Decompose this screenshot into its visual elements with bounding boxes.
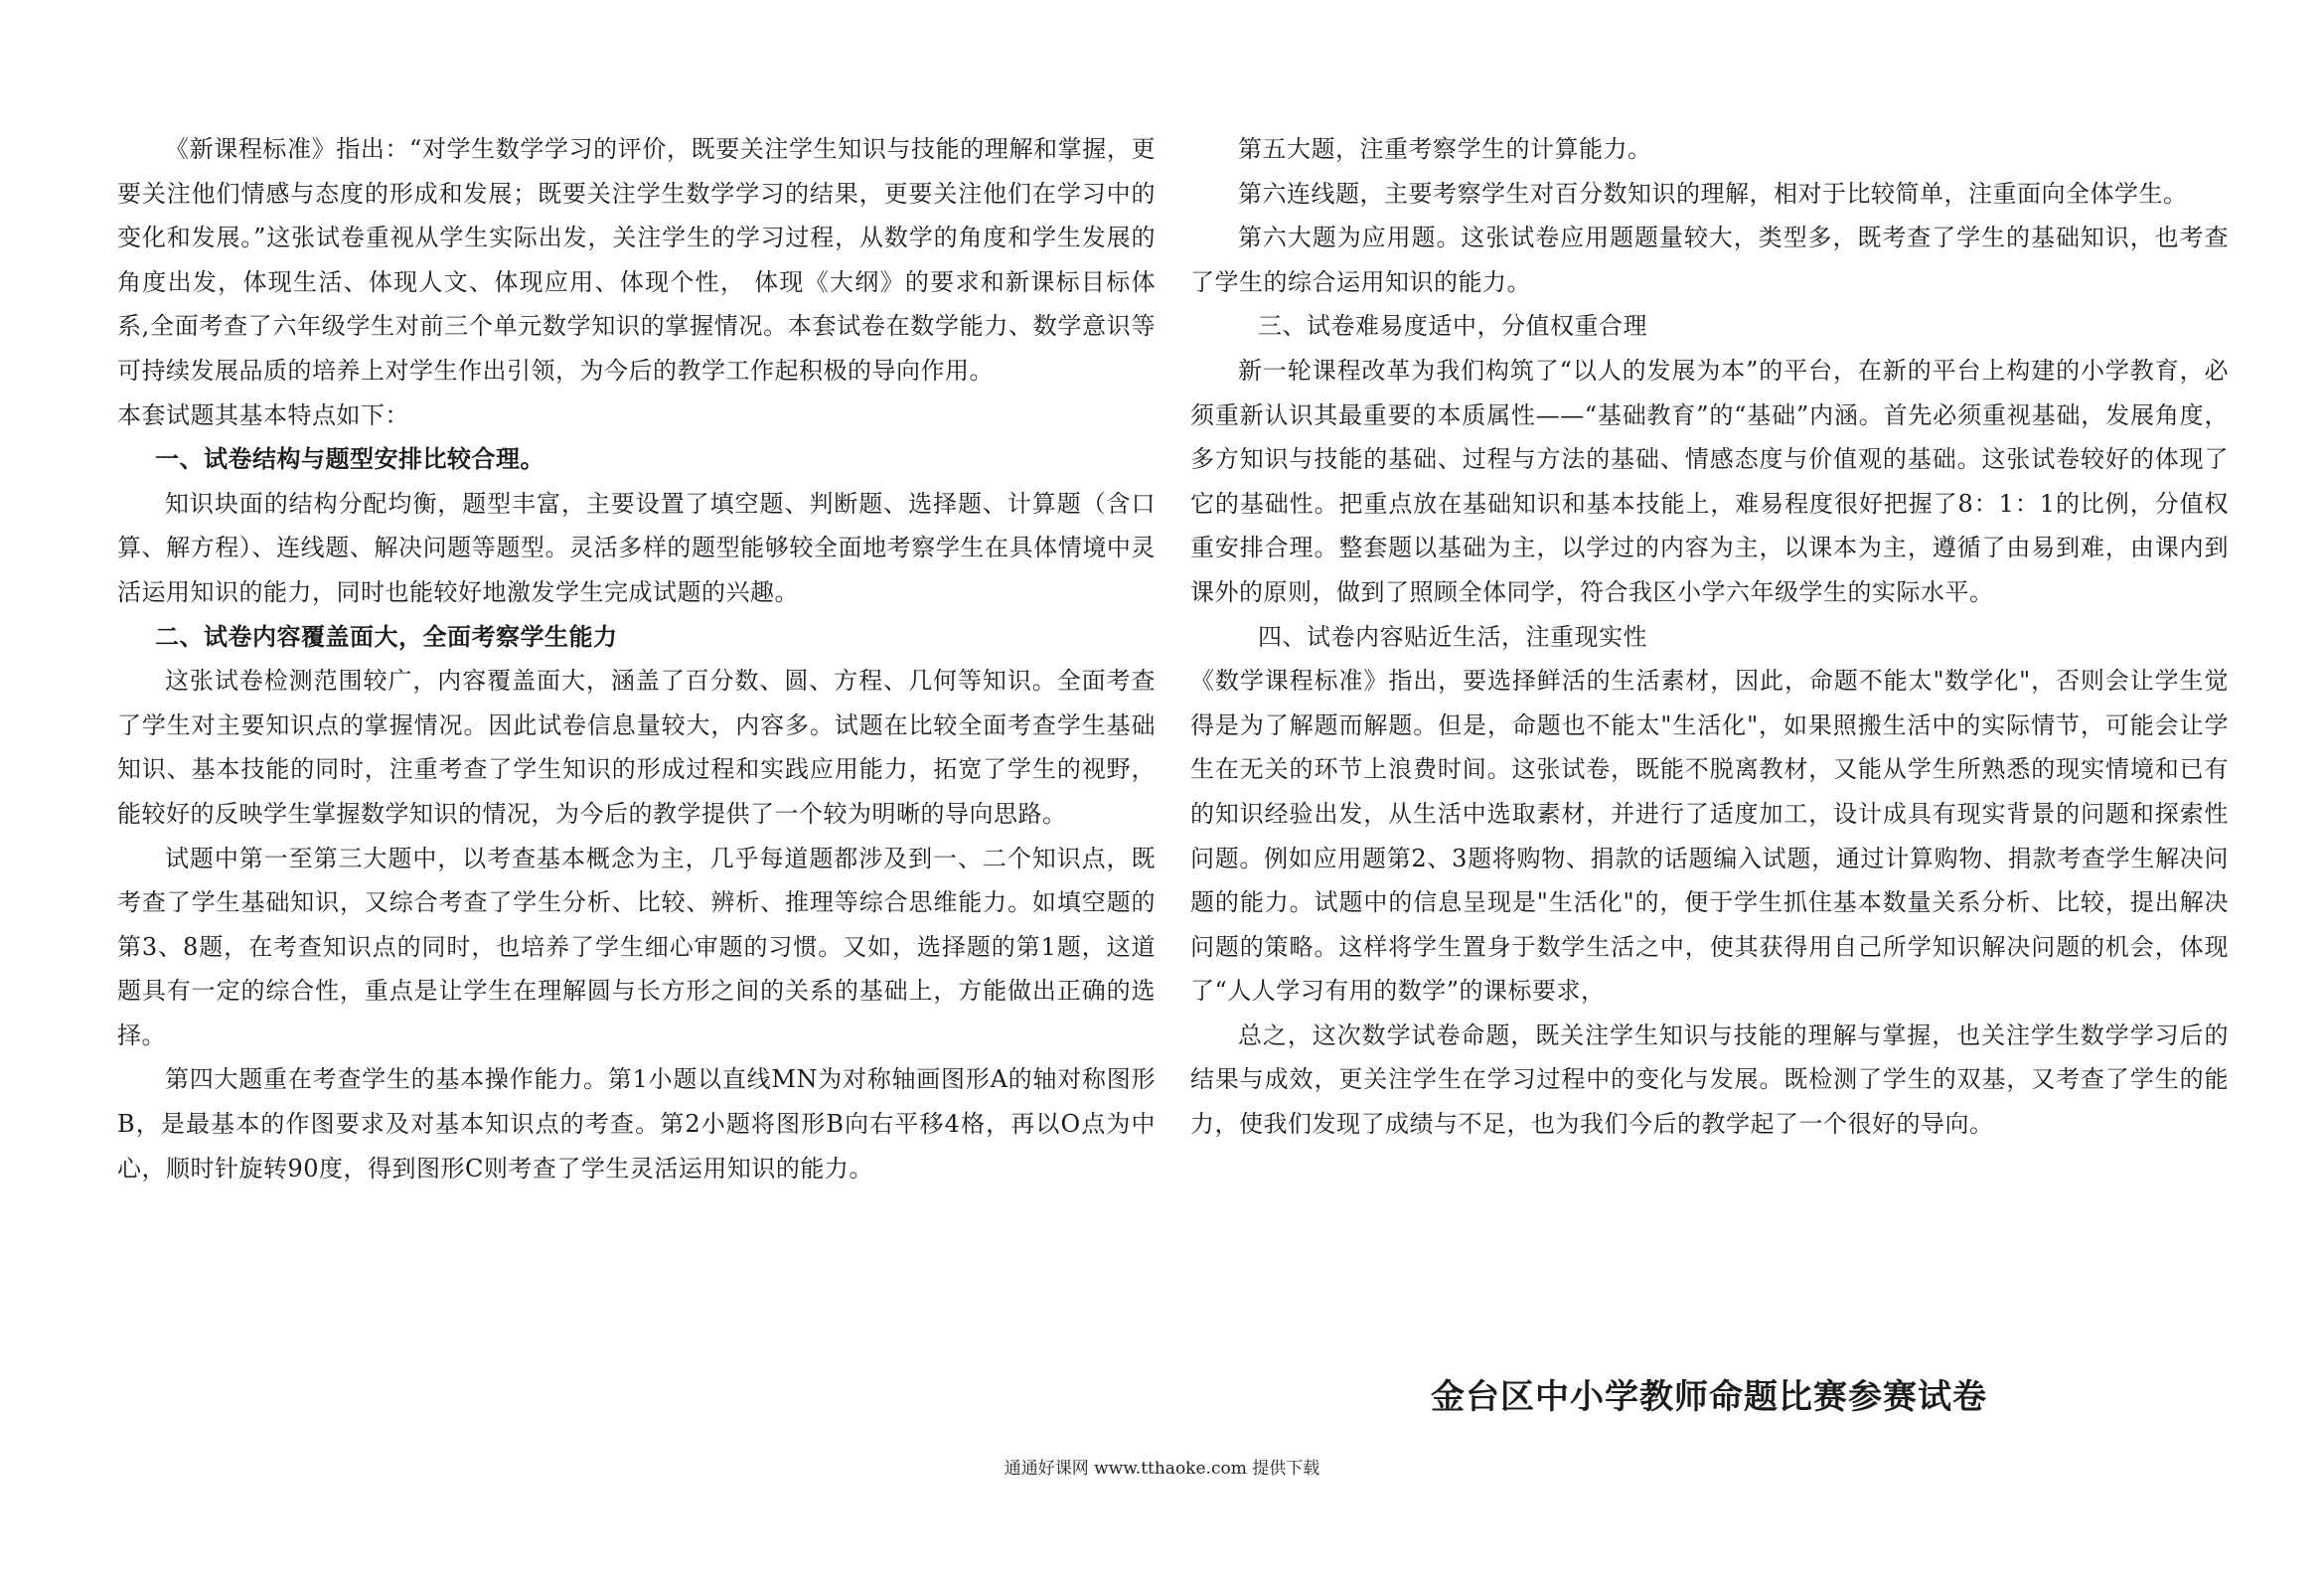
document-title: 金台区中小学教师命题比赛参赛试卷 xyxy=(1431,1377,1987,1417)
heading-section-1: 一、试卷结构与题型安排比较合理。 xyxy=(155,444,544,474)
heading-section-3: 三、试卷难易度适中，分值权重合理 xyxy=(1258,312,1647,341)
paragraph-part-5: 第五大题，注重考察学生的计算能力。 xyxy=(1238,135,1652,163)
paragraph-intro: 《新课程标准》指出：“对学生数学学习的评价，既要关注学生知识与技能的理解和掌握，更要关注他们情感与态度的形成和发展；既要关注学生数学学习的结果，更要关注他们在学习中的变化和发展。”这张试卷重视从学生实际出发，关注学生的学习过程，从数学的角度和学生发展的角度出发，体现生活、体现人文、体现应用、体现个性， 体现《大纲》的要求和新课标目标体系,全面考查了六年级学生对前三个单元数学知识的掌握情况。本套试卷在数学能力、数学意识等可持续发展品质的培养上对学生作出引领，为今后的教学工作起积极的导向作用。 xyxy=(117,135,1156,385)
heading-section-2: 二、试卷内容覆盖面大，全面考察学生能力 xyxy=(155,621,618,651)
paragraph-section-4: 《数学课程标准》指出，要选择鲜活的生活素材，因此，命题不能太"数学化"，否则会让学生觉得是为了解题而解题。但是，命题也不能太"生活化"，如果照搬生活中的实际情节，可能会让学生在无关的环节上浪费时间。这张试卷，既能不脱离教材，又能从学生所熟悉的现实情境和已有的知识经验出发，从生活中选取素材，并进行了适度加工，设计成具有现实背景的问题和探索性问题。例如应用题第2、3题将购物、捐款的话题编入试题，通过计算购物、捐款考查学生解决问题的能力。试题中的信息呈现是"生活化"的，便于学生抓住基本数量关系分析、比较，提出解决问题的策略。这样将学生置身于数学生活之中，使其获得用自己所学知识解决问题的机会，体现了“人人学习有用的数学”的课标要求， xyxy=(1190,667,2229,1006)
paragraph-section-1: 知识块面的结构分配均衡，题型丰富，主要设置了填空题、判断题、选择题、计算题（含口算、解方程）、连线题、解决问题等题型。灵活多样的题型能够较全面地考察学生在具体情境中灵活运用知识的能力，同时也能较好地激发学生完成试题的兴趣。 xyxy=(117,489,1156,606)
paragraph-features-lead: 本套试题其基本特点如下： xyxy=(117,400,409,429)
paragraph-conclusion: 总之，这次数学试卷命题，既关注学生知识与技能的理解与掌握，也关注学生数学学习后的结果与成效，更关注学生在学习过程中的变化与发展。既检测了学生的双基，又考查了学生的能力，使我们发现了成绩与不足，也为我们今后的教学起了一个很好的导向。 xyxy=(1190,1021,2229,1139)
footer-source: 通通好课网 www.tthaoke.com 提供下载 xyxy=(1004,1459,1320,1479)
paragraph-part-6-matching: 第六连线题，主要考察学生对百分数知识的理解，相对于比较简单，注重面向全体学生。 xyxy=(1238,179,2188,208)
paragraph-section-2b: 试题中第一至第三大题中，以考查基本概念为主，几乎每道题都涉及到一、二个知识点，既考查了学生基础知识，又综合考查了学生分析、比较、辨析、推理等综合思维能力。如填空题的第3、8题，在考查知识点的同时，也培养了学生细心审题的习惯。又如，选择题的第1题，这道题具有一定的综合性，重点是让学生在理解圆与长方形之间的关系的基础上，方能做出正确的选择。 xyxy=(117,844,1156,1049)
paragraph-section-2c: 第四大题重在考查学生的基本操作能力。第1小题以直线MN为对称轴画图形A的轴对称图形B，是最基本的作图要求及对基本知识点的考查。第2小题将图形B向右平移4格，再以O点为中心，顺时针旋转90度，得到图形C则考查了学生灵活运用知识的能力。 xyxy=(117,1065,1156,1182)
paragraph-section-2a: 这张试卷检测范围较广，内容覆盖面大，涵盖了百分数、圆、方程、几何等知识。全面考查了学生对主要知识点的掌握情况。因此试卷信息量较大，内容多。试题在比较全面考查学生基础知识、基本技能的同时，注重考查了学生知识的形成过程和实践应用能力，拓宽了学生的视野，能较好的反映学生掌握数学知识的情况，为今后的教学提供了一个较为明晰的导向思路。 xyxy=(117,667,1156,828)
paragraph-part-6-application: 第六大题为应用题。这张试卷应用题题量较大，类型多，既考查了学生的基础知识，也考查了学生的综合运用知识的能力。 xyxy=(1190,224,2229,296)
paragraph-section-3: 新一轮课程改革为我们构筑了“以人的发展为本”的平台，在新的平台上构建的小学教育，必须重新认识其最重要的本质属性——“基础教育”的“基础”内涵。首先必须重视基础，发展角度，多方知识与技能的基础、过程与方法的基础、情感态度与价值观的基础。这张试卷较好的体现了它的基础性。把重点放在基础知识和基本技能上，难易程度很好把握了8：1：1的比例，分值权重安排合理。整套题以基础为主，以学过的内容为主，以课本为主，遵循了由易到难，由课内到课外的原则，做到了照顾全体同学，符合我区小学六年级学生的实际水平。 xyxy=(1190,356,2229,606)
right-column xyxy=(1190,127,2229,1147)
heading-section-4: 四、试卷内容贴近生活，注重现实性 xyxy=(1258,622,1647,651)
left-column xyxy=(117,127,1156,1190)
